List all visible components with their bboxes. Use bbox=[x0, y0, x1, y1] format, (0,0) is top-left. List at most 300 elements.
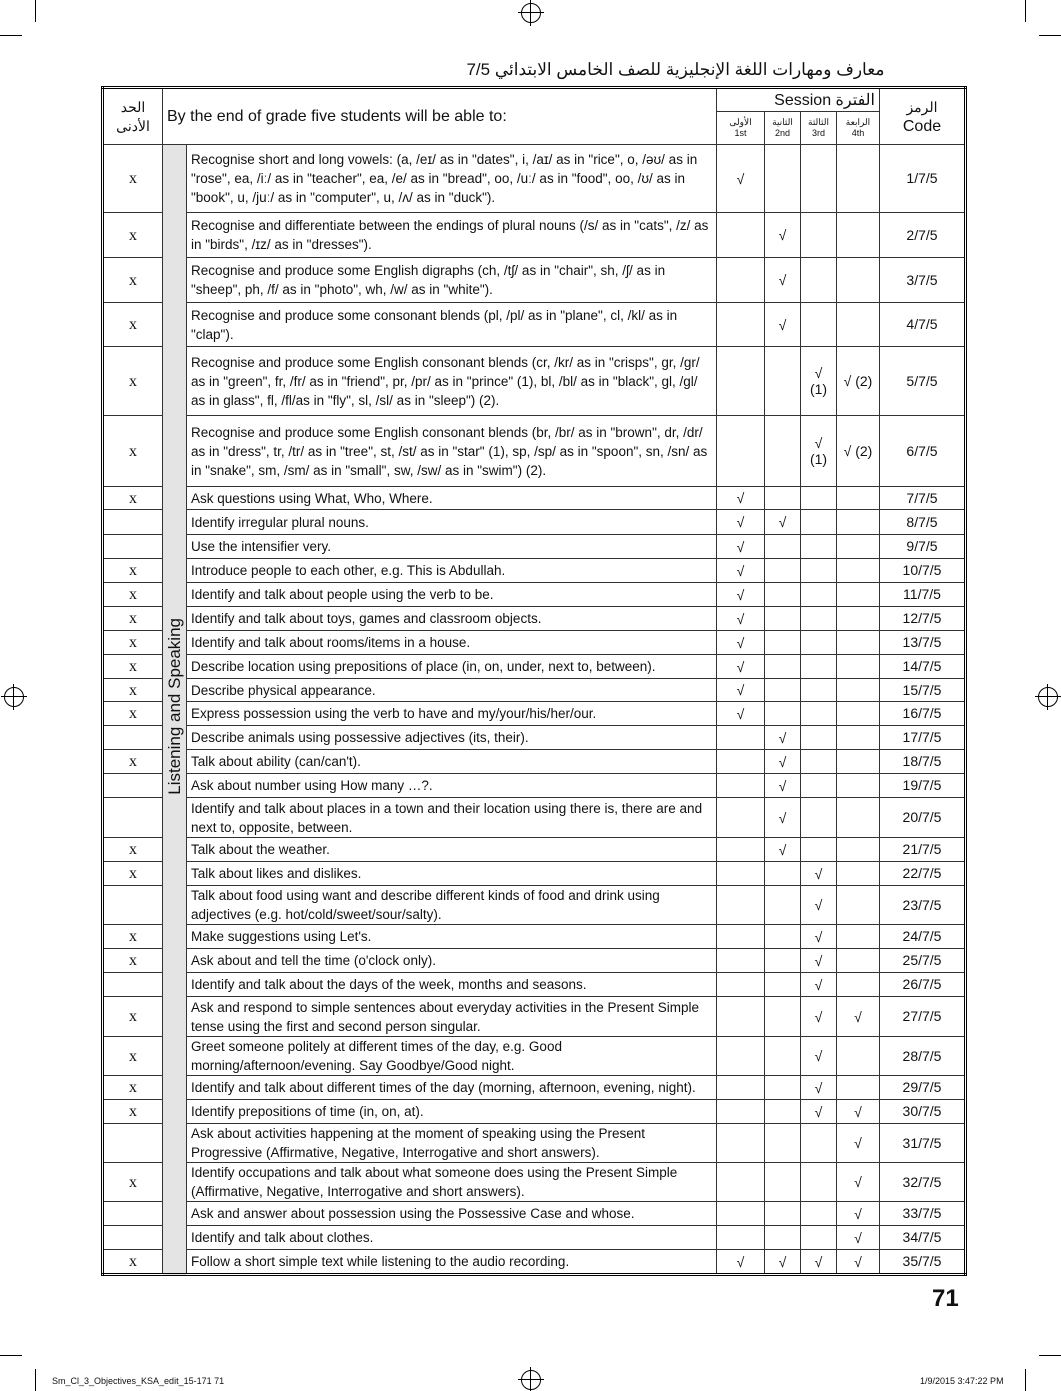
minimum-mark: x bbox=[103, 416, 163, 487]
objective-text: Ask about activities happening at the moment of speaking using the Present Progressive (Affirmative, Negative, Interrogative and short answers). bbox=[187, 1124, 717, 1163]
objective-code: 13/7/5 bbox=[880, 631, 966, 655]
minimum-mark: x bbox=[103, 838, 163, 862]
objective-text: Describe physical appearance. bbox=[187, 679, 717, 702]
session-header: Session الفترة bbox=[717, 88, 880, 112]
table-row bbox=[103, 862, 966, 886]
session-1-check: √ bbox=[717, 510, 765, 535]
session-2-check: √ bbox=[765, 774, 801, 798]
session-4-check bbox=[837, 607, 880, 631]
crop-mark bbox=[1039, 1355, 1061, 1356]
session-4-check: √ bbox=[837, 1100, 880, 1124]
session-4-check: √ bbox=[837, 1226, 880, 1250]
session-3-check: √ bbox=[801, 997, 837, 1037]
minimum-mark: x bbox=[103, 347, 163, 416]
session-2-header bbox=[765, 112, 801, 145]
session-2-check bbox=[765, 583, 801, 607]
session-2-check: √ bbox=[765, 213, 801, 258]
table-row bbox=[103, 1226, 966, 1250]
table-row bbox=[103, 679, 966, 702]
session-3-check bbox=[801, 702, 837, 726]
session-1-check bbox=[717, 258, 765, 303]
objective-text: Greet someone politely at different times of the day, e.g. Good morning/afternoon/evening. Say Goodbye/Good night. bbox=[187, 1037, 717, 1076]
objective-text: Identify and talk about people using the verb to be. bbox=[187, 583, 717, 607]
session-4-check: √ (2) bbox=[837, 416, 880, 487]
session-2-check bbox=[765, 997, 801, 1037]
code-header-ar: الرمز bbox=[906, 98, 938, 115]
objective-text: Ask and respond to simple sentences about everyday activities in the Present Simple tense using the first and second person singular. bbox=[187, 997, 717, 1037]
minimum-mark bbox=[103, 535, 163, 559]
session-3-check bbox=[801, 1124, 837, 1163]
page-number: 71 bbox=[932, 1285, 959, 1312]
crop-mark bbox=[1025, 0, 1026, 22]
objective-text: Identify and talk about rooms/items in a house. bbox=[187, 631, 717, 655]
session-4-check bbox=[837, 631, 880, 655]
objective-code: 33/7/5 bbox=[880, 1202, 966, 1226]
session-1-check bbox=[717, 886, 765, 925]
footer-date: 1/9/2015 3:47:22 PM bbox=[920, 1376, 1004, 1386]
table-row bbox=[103, 949, 966, 973]
session-3-check: √ (1) bbox=[801, 347, 837, 416]
session-1-check bbox=[717, 973, 765, 997]
session-2-check bbox=[765, 347, 801, 416]
session-2-check bbox=[765, 487, 801, 510]
table-row bbox=[103, 726, 966, 750]
title-text: معارف ومهارات اللغة الإنجليزية للصف الخامس الابتدائي 7/5 bbox=[466, 60, 885, 79]
table-row bbox=[103, 838, 966, 862]
session-1-check bbox=[717, 949, 765, 973]
session-4-check bbox=[837, 258, 880, 303]
objective-code: 20/7/5 bbox=[880, 798, 966, 838]
crop-mark bbox=[1039, 35, 1061, 36]
session-2-check bbox=[765, 886, 801, 925]
session-2-check: √ bbox=[765, 303, 801, 347]
crop-mark bbox=[35, 0, 36, 22]
session-2-check: √ bbox=[765, 1250, 801, 1275]
session-2-check bbox=[765, 679, 801, 702]
minimum-mark: x bbox=[103, 702, 163, 726]
objective-code: 6/7/5 bbox=[880, 416, 966, 487]
table-row bbox=[103, 1163, 966, 1202]
objective-text: Ask and answer about possession using the Possessive Case and whose. bbox=[187, 1202, 717, 1226]
footer-file: Sm_Cl_3_Objectives_KSA_edit_15-171 71 bbox=[52, 1376, 225, 1386]
session-1-check bbox=[717, 1226, 765, 1250]
objective-code: 18/7/5 bbox=[880, 750, 966, 774]
session-4-check bbox=[837, 774, 880, 798]
objective-text: Describe animals using possessive adjectives (its, their). bbox=[187, 726, 717, 750]
session-1-check bbox=[717, 1124, 765, 1163]
minimum-mark bbox=[103, 1202, 163, 1226]
session-1-check: √ bbox=[717, 145, 765, 213]
minimum-mark: x bbox=[103, 1037, 163, 1076]
session-1-check bbox=[717, 862, 765, 886]
session-3-check bbox=[801, 1226, 837, 1250]
session-2-check bbox=[765, 1124, 801, 1163]
table-row bbox=[103, 416, 966, 487]
session-2-check bbox=[765, 1202, 801, 1226]
session-2-check bbox=[765, 631, 801, 655]
intro-header: By the end of grade five students will be able to: bbox=[163, 88, 717, 145]
minimum-mark: x bbox=[103, 1100, 163, 1124]
session-1-check bbox=[717, 726, 765, 750]
objective-text: Make suggestions using Let's. bbox=[187, 925, 717, 949]
table-row bbox=[103, 1202, 966, 1226]
session-1-check: √ bbox=[717, 1250, 765, 1275]
crop-mark bbox=[35, 1369, 36, 1391]
minimum-mark: x bbox=[103, 487, 163, 510]
code-header bbox=[880, 88, 966, 145]
table-row bbox=[103, 774, 966, 798]
objective-code: 25/7/5 bbox=[880, 949, 966, 973]
table-row bbox=[103, 347, 966, 416]
session-1-check: √ bbox=[717, 559, 765, 583]
objective-code: 15/7/5 bbox=[880, 679, 966, 702]
session-4-check bbox=[837, 583, 880, 607]
session-3-check bbox=[801, 487, 837, 510]
objective-text: Identify and talk about different times of the day (morning, afternoon, evening, night). bbox=[187, 1076, 717, 1100]
minimum-mark: x bbox=[103, 1163, 163, 1202]
objective-text: Identify occupations and talk about what someone does using the Present Simple (Affirmative, Negative, Interrogative and short answers). bbox=[187, 1163, 717, 1202]
objective-code: 19/7/5 bbox=[880, 774, 966, 798]
objective-code: 30/7/5 bbox=[880, 1100, 966, 1124]
objective-code: 35/7/5 bbox=[880, 1250, 966, 1275]
session-3-check bbox=[801, 303, 837, 347]
session-4-check bbox=[837, 145, 880, 213]
minimum-mark: x bbox=[103, 258, 163, 303]
objective-code: 24/7/5 bbox=[880, 925, 966, 949]
table-row bbox=[103, 1124, 966, 1163]
objective-text: Recognise short and long vowels: (a, /eɪ/ as in "dates", i, /aɪ/ as in "rice", o, /əʊ/ as in "rose", ea, /iː/ as in "teacher", ea, /e/ as in "bread", oo, /uː/ as in "food", oo, /ʊ/ as in "book", u, /juː/ as in "computer", u, /ʌ/ as in "duck"). bbox=[187, 145, 717, 213]
minimum-mark: x bbox=[103, 1250, 163, 1275]
session-4-check bbox=[837, 925, 880, 949]
session-2-check: √ bbox=[765, 798, 801, 838]
session-3-check: √ bbox=[801, 862, 837, 886]
session-en: 3rd bbox=[811, 128, 825, 138]
session-ar: الثانية bbox=[772, 117, 793, 127]
table-row bbox=[103, 1037, 966, 1076]
objective-text: Talk about food using want and describe different kinds of food and drink using adjectives (e.g. hot/cold/sweet/sour/salty). bbox=[187, 886, 717, 925]
session-3-check: √ bbox=[801, 1250, 837, 1275]
table-row bbox=[103, 607, 966, 631]
objective-text: Recognise and produce some English consonant blends (cr, /kr/ as in "crisps", gr, /gr/ as in "green", fr, /fr/ as in "friend", pr, /pr/ as in "prince" (1), bl, /bl/ as in "black", gl, /gl/ as in glass", fl, /fl/as in "fly", sl, /sl/ as in "sleep") (2). bbox=[187, 347, 717, 416]
session-2-check bbox=[765, 925, 801, 949]
session-3-check: √ bbox=[801, 973, 837, 997]
objective-code: 8/7/5 bbox=[880, 510, 966, 535]
minimum-mark bbox=[103, 726, 163, 750]
session-3-check bbox=[801, 213, 837, 258]
session-3-check bbox=[801, 726, 837, 750]
objective-code: 9/7/5 bbox=[880, 535, 966, 559]
minimum-mark: x bbox=[103, 655, 163, 679]
session-1-check bbox=[717, 1076, 765, 1100]
session-1-check bbox=[717, 997, 765, 1037]
session-4-check bbox=[837, 750, 880, 774]
session-4-check: √ bbox=[837, 1124, 880, 1163]
session-4-check bbox=[837, 798, 880, 838]
registration-mark-icon bbox=[1038, 687, 1058, 707]
objective-code: 22/7/5 bbox=[880, 862, 966, 886]
session-4-check: √ bbox=[837, 1202, 880, 1226]
session-1-check bbox=[717, 303, 765, 347]
session-1-check bbox=[717, 925, 765, 949]
session-2-check bbox=[765, 973, 801, 997]
table-row bbox=[103, 1250, 966, 1275]
table-row bbox=[103, 510, 966, 535]
session-1-check: √ bbox=[717, 607, 765, 631]
objective-text: Recognise and produce some consonant blends (pl, /pl/ as in "plane", cl, /kl/ as in "clap"). bbox=[187, 303, 717, 347]
code-header-en: Code bbox=[902, 117, 942, 135]
objective-code: 17/7/5 bbox=[880, 726, 966, 750]
session-3-check bbox=[801, 838, 837, 862]
minimum-mark bbox=[103, 798, 163, 838]
table-row bbox=[103, 535, 966, 559]
objective-code: 23/7/5 bbox=[880, 886, 966, 925]
session-3-check bbox=[801, 583, 837, 607]
session-2-check bbox=[765, 862, 801, 886]
session-2-check bbox=[765, 1226, 801, 1250]
minimum-mark: x bbox=[103, 679, 163, 702]
session-1-header bbox=[717, 112, 765, 145]
session-1-check bbox=[717, 1202, 765, 1226]
objective-code: 5/7/5 bbox=[880, 347, 966, 416]
minimum-mark: x bbox=[103, 949, 163, 973]
minimum-mark: x bbox=[103, 559, 163, 583]
objectives-table bbox=[101, 86, 967, 1276]
session-4-check bbox=[837, 862, 880, 886]
registration-mark-icon bbox=[521, 1370, 541, 1390]
minimum-mark: x bbox=[103, 925, 163, 949]
minimum-mark: x bbox=[103, 631, 163, 655]
objective-code: 1/7/5 bbox=[880, 145, 966, 213]
minimum-mark bbox=[103, 1226, 163, 1250]
session-1-check bbox=[717, 1163, 765, 1202]
objective-code: 31/7/5 bbox=[880, 1124, 966, 1163]
minimum-mark bbox=[103, 774, 163, 798]
minimum-mark bbox=[103, 973, 163, 997]
session-en: 4th bbox=[851, 128, 865, 138]
objective-code: 28/7/5 bbox=[880, 1037, 966, 1076]
session-3-check bbox=[801, 631, 837, 655]
session-4-check bbox=[837, 655, 880, 679]
objective-text: Recognise and produce some English digraphs (ch, /tʃ/ as in "chair", sh, /ʃ/ as in "sheep", ph, /f/ as in "photo", wh, /w/ as in "white"). bbox=[187, 258, 717, 303]
table-row bbox=[103, 798, 966, 838]
table-row bbox=[103, 1100, 966, 1124]
session-3-check bbox=[801, 607, 837, 631]
session-en: 2nd bbox=[774, 128, 791, 138]
session-3-check: √ bbox=[801, 925, 837, 949]
minimum-mark: x bbox=[103, 1076, 163, 1100]
session-3-check: √ (1) bbox=[801, 416, 837, 487]
strand-label: Listening and Speaking bbox=[165, 618, 184, 795]
session-2-check bbox=[765, 949, 801, 973]
minimum-mark bbox=[103, 886, 163, 925]
session-4-check: √ bbox=[837, 1163, 880, 1202]
session-2-check: √ bbox=[765, 258, 801, 303]
session-1-check: √ bbox=[717, 535, 765, 559]
session-ar: الثالثة bbox=[808, 117, 829, 127]
session-1-check bbox=[717, 213, 765, 258]
session-4-check: √ (2) bbox=[837, 347, 880, 416]
table-row bbox=[103, 925, 966, 949]
objective-text: Talk about the weather. bbox=[187, 838, 717, 862]
session-2-check bbox=[765, 655, 801, 679]
table-row bbox=[103, 258, 966, 303]
objective-code: 10/7/5 bbox=[880, 559, 966, 583]
session-4-check bbox=[837, 535, 880, 559]
objective-code: 21/7/5 bbox=[880, 838, 966, 862]
table-row bbox=[103, 583, 966, 607]
session-2-check bbox=[765, 559, 801, 583]
session-4-header bbox=[837, 112, 880, 145]
session-4-check: √ bbox=[837, 1250, 880, 1275]
session-3-check bbox=[801, 510, 837, 535]
session-1-check bbox=[717, 750, 765, 774]
session-1-check bbox=[717, 1037, 765, 1076]
session-3-check bbox=[801, 774, 837, 798]
session-3-check: √ bbox=[801, 1076, 837, 1100]
session-2-check bbox=[765, 1100, 801, 1124]
table-row bbox=[103, 487, 966, 510]
objective-code: 11/7/5 bbox=[880, 583, 966, 607]
session-3-check bbox=[801, 535, 837, 559]
objective-text: Ask about number using How many …?. bbox=[187, 774, 717, 798]
session-3-check bbox=[801, 258, 837, 303]
objective-code: 2/7/5 bbox=[880, 213, 966, 258]
session-ar: الأولى bbox=[729, 117, 752, 127]
session-4-check bbox=[837, 510, 880, 535]
minimum-mark bbox=[103, 1124, 163, 1163]
minimum-mark: x bbox=[103, 750, 163, 774]
objective-text: Describe location using prepositions of place (in, on, under, next to, between). bbox=[187, 655, 717, 679]
objective-code: 26/7/5 bbox=[880, 973, 966, 997]
objective-text: Recognise and differentiate between the endings of plural nouns (/s/ as in "cats", /z/ as in "birds", /ɪz/ as in "dresses"). bbox=[187, 213, 717, 258]
session-1-check: √ bbox=[717, 702, 765, 726]
objective-code: 29/7/5 bbox=[880, 1076, 966, 1100]
objective-text: Ask questions using What, Who, Where. bbox=[187, 487, 717, 510]
objective-code: 16/7/5 bbox=[880, 702, 966, 726]
table-row bbox=[103, 213, 966, 258]
table-row bbox=[103, 1076, 966, 1100]
session-2-check bbox=[765, 145, 801, 213]
session-1-check bbox=[717, 416, 765, 487]
table-row bbox=[103, 559, 966, 583]
table-row bbox=[103, 886, 966, 925]
session-2-check bbox=[765, 1076, 801, 1100]
session-1-check bbox=[717, 774, 765, 798]
session-4-check bbox=[837, 838, 880, 862]
session-3-check bbox=[801, 679, 837, 702]
session-3-check: √ bbox=[801, 949, 837, 973]
session-ar: الرابعة bbox=[845, 117, 871, 127]
session-2-check: √ bbox=[765, 750, 801, 774]
session-2-check bbox=[765, 416, 801, 487]
session-3-check bbox=[801, 750, 837, 774]
objective-text: Identify and talk about the days of the week, months and seasons. bbox=[187, 973, 717, 997]
table-row bbox=[103, 145, 966, 213]
session-1-check bbox=[717, 838, 765, 862]
objective-text: Ask about and tell the time (o'clock only). bbox=[187, 949, 717, 973]
objective-text: Identify prepositions of time (in, on, at). bbox=[187, 1100, 717, 1124]
objective-code: 12/7/5 bbox=[880, 607, 966, 631]
session-2-check bbox=[765, 607, 801, 631]
session-2-check bbox=[765, 702, 801, 726]
session-3-check bbox=[801, 1163, 837, 1202]
table-row bbox=[103, 750, 966, 774]
session-3-header bbox=[801, 112, 837, 145]
objective-code: 3/7/5 bbox=[880, 258, 966, 303]
session-3-check bbox=[801, 145, 837, 213]
page-title bbox=[0, 60, 1061, 80]
session-2-check: √ bbox=[765, 726, 801, 750]
minimum-mark: x bbox=[103, 213, 163, 258]
session-1-check bbox=[717, 1100, 765, 1124]
minimum-mark: x bbox=[103, 862, 163, 886]
session-2-check: √ bbox=[765, 510, 801, 535]
registration-mark-icon bbox=[4, 687, 24, 707]
objective-code: 32/7/5 bbox=[880, 1163, 966, 1202]
registration-mark-icon bbox=[521, 3, 541, 23]
session-4-check bbox=[837, 559, 880, 583]
objective-text: Express possession using the verb to have and my/your/his/her/our. bbox=[187, 702, 717, 726]
objective-text: Recognise and produce some English consonant blends (br, /br/ as in "brown", dr, /dr/ as in "dress", tr, /tr/ as in "tree", st, /st/ as in "star" (1), sp, /sp/ as in "spoon", sn, /sn/ as in "snake", sm, /sm/ as in "small", sw, /sw/ as in "swim") (2). bbox=[187, 416, 717, 487]
session-4-check bbox=[837, 303, 880, 347]
minimum-mark: x bbox=[103, 303, 163, 347]
minimum-header: الحد الأدنى bbox=[103, 88, 163, 145]
session-4-check bbox=[837, 702, 880, 726]
session-3-check: √ bbox=[801, 1037, 837, 1076]
session-3-check: √ bbox=[801, 886, 837, 925]
session-1-check: √ bbox=[717, 679, 765, 702]
crop-mark bbox=[0, 35, 22, 36]
table-row bbox=[103, 655, 966, 679]
session-1-check: √ bbox=[717, 583, 765, 607]
session-2-check bbox=[765, 1163, 801, 1202]
minimum-mark: x bbox=[103, 607, 163, 631]
minimum-mark bbox=[103, 510, 163, 535]
session-1-check bbox=[717, 347, 765, 416]
session-1-check: √ bbox=[717, 487, 765, 510]
objective-text: Introduce people to each other, e.g. This is Abdullah. bbox=[187, 559, 717, 583]
objective-text: Identify and talk about clothes. bbox=[187, 1226, 717, 1250]
session-4-check: √ bbox=[837, 997, 880, 1037]
session-4-check bbox=[837, 487, 880, 510]
table-row bbox=[103, 997, 966, 1037]
objective-text: Use the intensifier very. bbox=[187, 535, 717, 559]
objective-text: Identify and talk about places in a town and their location using there is, there are and next to, opposite, between. bbox=[187, 798, 717, 838]
session-4-check bbox=[837, 1076, 880, 1100]
session-2-check bbox=[765, 1037, 801, 1076]
minimum-mark: x bbox=[103, 145, 163, 213]
session-3-check: √ bbox=[801, 1100, 837, 1124]
minimum-mark: x bbox=[103, 997, 163, 1037]
objective-text: Follow a short simple text while listening to the audio recording. bbox=[187, 1250, 717, 1275]
session-4-check bbox=[837, 726, 880, 750]
session-1-check: √ bbox=[717, 631, 765, 655]
table-row bbox=[103, 631, 966, 655]
objective-text: Identify irregular plural nouns. bbox=[187, 510, 717, 535]
session-2-check bbox=[765, 535, 801, 559]
objective-text: Talk about ability (can/can't). bbox=[187, 750, 717, 774]
session-4-check bbox=[837, 886, 880, 925]
objective-text: Identify and talk about toys, games and classroom objects. bbox=[187, 607, 717, 631]
minimum-mark: x bbox=[103, 583, 163, 607]
objective-text: Talk about likes and dislikes. bbox=[187, 862, 717, 886]
session-4-check bbox=[837, 1037, 880, 1076]
session-2-check: √ bbox=[765, 838, 801, 862]
objective-code: 14/7/5 bbox=[880, 655, 966, 679]
crop-mark bbox=[1025, 1369, 1026, 1391]
session-4-check bbox=[837, 973, 880, 997]
crop-mark bbox=[0, 1355, 22, 1356]
